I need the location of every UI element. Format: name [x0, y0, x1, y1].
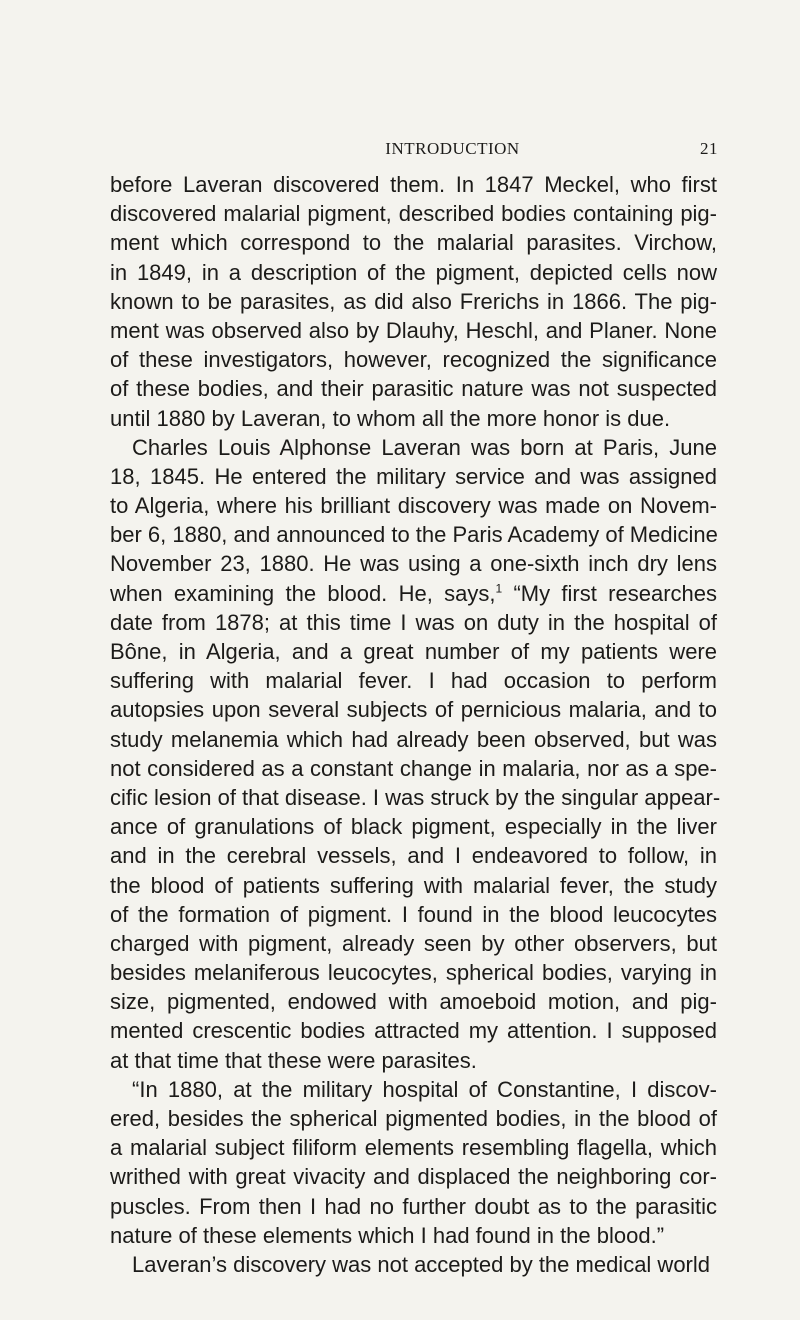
text-line: until 1880 by Laveran, to whom all the more honor is due.: [110, 405, 671, 431]
text-line: discovered malarial pigment, described bodies containing pig-: [110, 201, 717, 227]
text-line: the blood of patients suffering with malarial fever, the study: [110, 872, 717, 898]
text-line: in 1849, in a description of the pigment, depicted cells now: [110, 259, 717, 285]
text-line: ber 6, 1880, and announced to the Paris Academy of Medicine: [110, 522, 718, 548]
text-line: cific lesion of that disease. I was struck by the singular appear-: [110, 784, 721, 810]
text-line: ance of granulations of black pigment, especially in the liver: [110, 814, 717, 840]
running-head: [151, 139, 718, 163]
text-line: ment which correspond to the malarial parasites. Virchow,: [110, 230, 717, 256]
text-line: suffering with malarial fever. I had occasion to perform: [110, 668, 717, 694]
text-line: of these investigators, however, recognized the significance: [110, 347, 717, 373]
chapter-title: INTRODUCTION: [385, 139, 520, 158]
text-line: of these bodies, and their parasitic nature was not suspected: [110, 376, 717, 402]
text-line: a malarial subject filiform elements resembling flagella, which: [110, 1135, 717, 1161]
text-line: size, pigmented, endowed with amoeboid motion, and pig-: [110, 989, 717, 1015]
text-line: before Laveran discovered them. In 1847 Meckel, who first: [110, 172, 717, 197]
text-line: and in the cerebral vessels, and I endeavored to follow, in: [110, 843, 717, 869]
text-line: charged with pigment, already seen by other observers, but: [110, 930, 717, 956]
footnote-marker: 1: [495, 581, 503, 596]
text-line: not considered as a constant change in malaria, nor as a spe-: [110, 755, 717, 781]
text-line: autopsies upon several subjects of pernicious malaria, and to: [110, 697, 717, 723]
text-line: of the formation of pigment. I found in the blood leucocytes: [110, 901, 717, 927]
body-text: [110, 170, 721, 1279]
text-line: Bône, in Algeria, and a great number of my patients were: [110, 639, 717, 664]
text-line: Laveran’s discovery was not accepted by the medical world: [132, 1251, 711, 1277]
text-line: ment was observed also by Dlauhy, Heschl, and Planer. None: [110, 317, 717, 343]
text-line: to Algeria, where his brilliant discovery was made on Novem-: [110, 493, 717, 519]
text-line: “In 1880, at the military hospital of Constantine, I discov-: [132, 1076, 717, 1102]
text-line: writhed with great vivacity and displaced the neighboring cor-: [110, 1164, 717, 1190]
text-line: puscles. From then I had no further doubt as to the parasitic: [110, 1193, 717, 1219]
text-line: besides melaniferous leucocytes, spherical bodies, varying in: [110, 960, 717, 986]
text-line: mented crescentic bodies attracted my attention. I supposed: [110, 1018, 717, 1044]
text-line: known to be parasites, as did also Frerichs in 1866. The pig-: [110, 288, 717, 314]
text-line: date from 1878; at this time I was on duty in the hospital of: [110, 609, 717, 635]
text-line: nature of these elements which I had found in the blood.”: [110, 1222, 665, 1248]
text-line: November 23, 1880. He was using a one-sixth inch dry lens: [110, 551, 717, 577]
text-line: study melanemia which had already been observed, but was: [110, 726, 717, 752]
page-number: 21: [700, 139, 718, 158]
text-line: at that time that these were parasites.: [110, 1047, 477, 1073]
text-line: when examining the blood. He, says,$^1$ “My first researches: [110, 580, 717, 606]
text-line: Charles Louis Alphonse Laveran was born at Paris, June: [132, 434, 717, 460]
text-line: ered, besides the spherical pigmented bodies, in the blood of: [110, 1106, 717, 1131]
text-line: 18, 1845. He entered the military service and was assigned: [110, 463, 717, 489]
